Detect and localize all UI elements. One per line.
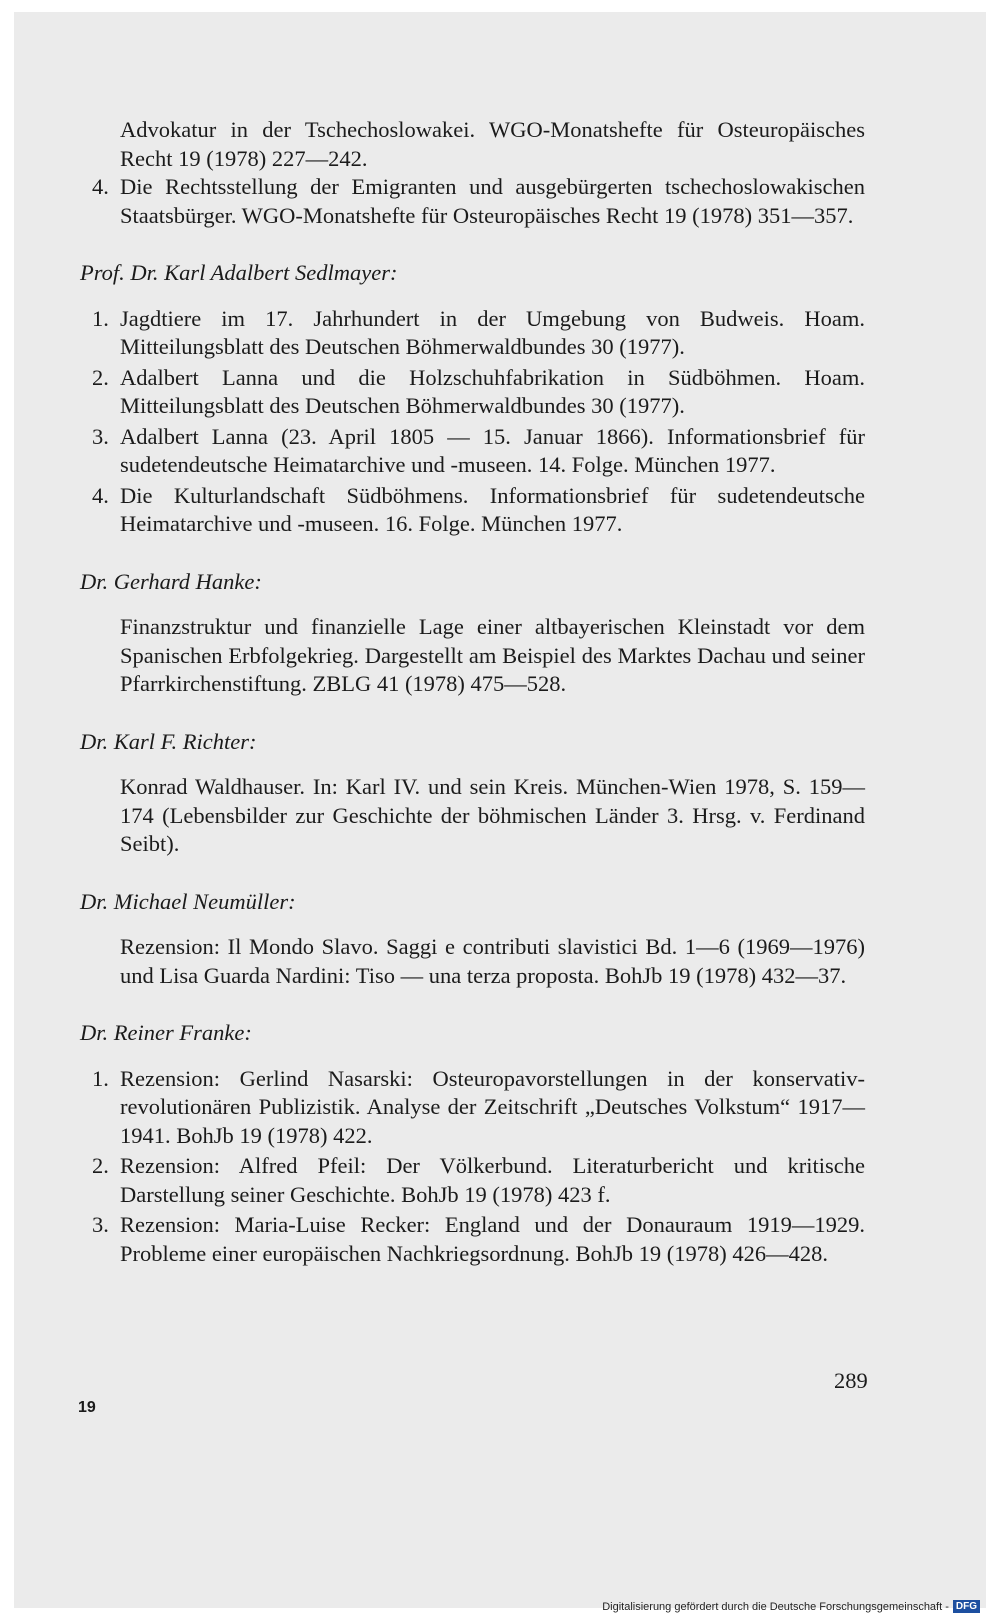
publication-text: Finanzstruktur und finanzielle Lage einer altbayerischen Kleinstadt vor dem Spanischen Erbfolgekrieg. Dargestellt am Beispiel des Marktes Dachau und seiner Pfarrkirchenstiftung. ZBLG 41 (1978) 475—528.: [120, 614, 865, 696]
item-text: Die Rechtsstellung der Emigranten und ausgebürgerten tschechoslowakischen Staatsbürger. WGO-Monatshefte für Osteuropäisches Recht 19 (1978) 351—357.: [120, 174, 865, 228]
list-item: [80, 1065, 865, 1151]
list-item: [80, 1211, 865, 1268]
page-content: [80, 116, 865, 1270]
list-item: [80, 305, 865, 362]
author-heading: Prof. Dr. Karl Adalbert Sedlmayer:: [80, 260, 398, 285]
item-text: Adalbert Lanna (23. April 1805 — 15. Januar 1866). Informationsbrief für sudetendeutsche Heimatarchive und -museen. 14. Folge. München 1977.: [120, 423, 865, 477]
item-text: Adalbert Lanna und die Holzschuhfabrikation in Südböhmen. Hoam. Mitteilungsblatt des Deutschen Böhmerwaldbundes 30 (1977).: [120, 364, 865, 418]
item-text: Die Kulturlandschaft Südböhmens. Informationsbrief für sudetendeutsche Heimatarchive und -museen. 16. Folge. München 1977.: [120, 482, 865, 536]
item-number: 3.: [92, 1212, 109, 1237]
item-number: 3.: [92, 423, 109, 449]
digitization-footer: [602, 1600, 980, 1613]
author-heading: Dr. Gerhard Hanke:: [80, 568, 262, 594]
item-number: 2.: [92, 364, 109, 390]
list-item: [80, 423, 865, 480]
scanned-page: [14, 12, 986, 1608]
publication-text: Konrad Waldhauser. In: Karl IV. und sein Kreis. München-Wien 1978, S. 159—174 (Lebensbilder zur Geschichte der böhmischen Länder 3. Hrsg. v. Ferdinand Seibt).: [120, 774, 865, 856]
list-item: [80, 1152, 865, 1209]
item-text: Jagdtiere im 17. Jahrhundert in der Umgebung von Budweis. Hoam. Mitteilungsblatt des Deutschen Böhmerwaldbundes 30 (1977).: [120, 305, 865, 359]
item-text: Rezension: Gerlind Nasarski: Osteuropavorstellungen in der konservativ-revolutionären Publizistik. Analyse der Zeitschrift „Deutsches Volkstum“ 1917—1941. BohJb 19 (1978) 422.: [120, 1065, 865, 1148]
item-number: 4.: [92, 174, 109, 199]
footer-text: Digitalisierung gefördert durch die Deutsche Forschungsgemeinschaft -: [602, 1600, 949, 1613]
item-number: 1.: [92, 305, 109, 331]
signature-mark: 19: [78, 1399, 96, 1416]
author-heading: Dr. Reiner Franke:: [80, 1020, 252, 1045]
item-number: 2.: [92, 1153, 109, 1178]
author-heading: Dr. Michael Neumüller:: [80, 888, 296, 914]
page-number: 289: [834, 1368, 868, 1393]
author-heading: Dr. Karl F. Richter:: [80, 728, 257, 754]
list-item: [80, 482, 865, 539]
dfg-logo: DFG: [953, 1600, 980, 1613]
publication-text: Rezension: Il Mondo Slavo. Saggi e contributi slavistici Bd. 1—6 (1969—1976) und Lisa Guarda Nardini: Tiso — una terza proposta. BohJb 19 (1978) 432—37.: [120, 934, 865, 988]
item-text: Rezension: Alfred Pfeil: Der Völkerbund. Literaturbericht und kritische Darstellung seiner Geschichte. BohJb 19 (1978) 423 f.: [120, 1153, 865, 1207]
list-item: [80, 173, 865, 230]
list-item: [80, 364, 865, 421]
item-text: Rezension: Maria-Luise Recker: England und der Donauraum 1919—1929. Probleme einer europäischen Nachkriegsordnung. BohJb 19 (1978) 426—428.: [120, 1212, 865, 1266]
item-number: 4.: [92, 482, 109, 508]
continuation-text: Advokatur in der Tschechoslowakei. WGO-Monatshefte für Osteuropäisches Recht 19 (1978) 227—242.: [120, 117, 865, 171]
item-number: 1.: [92, 1065, 109, 1091]
